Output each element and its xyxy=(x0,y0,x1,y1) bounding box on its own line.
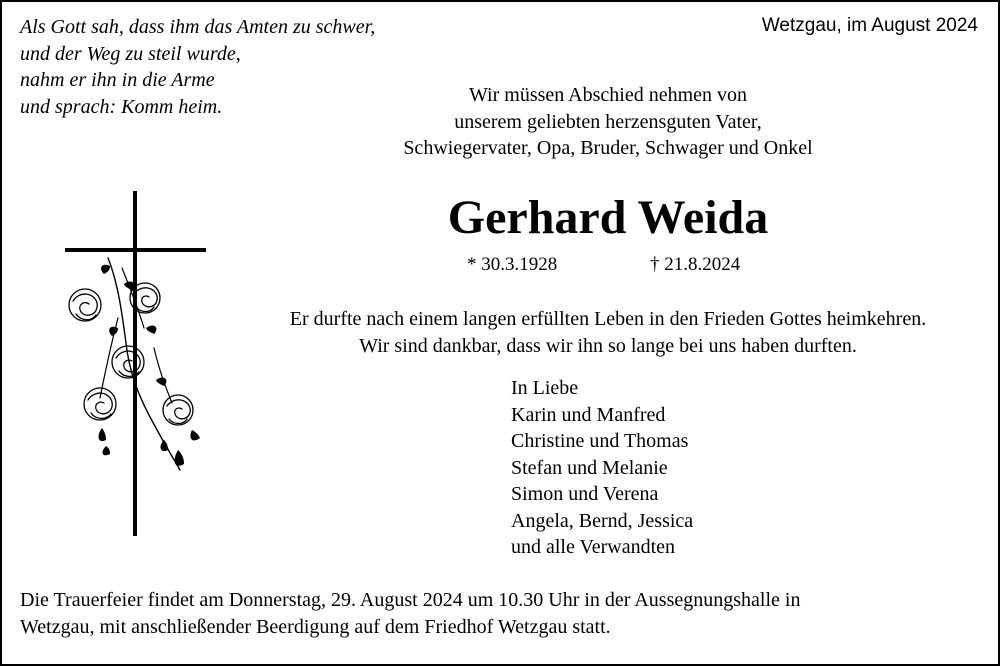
poem-line: Als Gott sah, dass ihm das Amten zu schwer, xyxy=(20,16,376,38)
funeral-line: Die Trauerfeier findet am Donnerstag, 29. August 2024 um 10.30 Uhr in der Aussegnungshalle in xyxy=(20,589,801,611)
message-text xyxy=(208,306,1000,360)
message-line: Er durfte nach einem langen erfüllten Leben in den Frieden Gottes heimkehren. xyxy=(289,308,927,330)
deceased-name: Gerhard Weida xyxy=(447,191,769,244)
family-line: Christine und Thomas xyxy=(511,430,689,452)
family-line: Simon und Verena xyxy=(511,483,659,505)
place-date: Wetzgau, im August 2024 xyxy=(761,15,978,36)
message-line: Wir sind dankbar, dass wir ihn so lange bei uns haben durften. xyxy=(359,335,857,357)
family-signature xyxy=(511,375,693,561)
family-line: und alle Verwandten xyxy=(511,536,676,558)
death-date: † 21.8.2024 xyxy=(650,254,741,275)
family-line: In Liebe xyxy=(511,377,579,399)
family-line: Stefan und Melanie xyxy=(511,456,668,479)
family-line: Angela, Bernd, Jessica xyxy=(511,509,694,532)
funeral-info xyxy=(20,587,800,640)
poem-line: und der Weg zu steil wurde, xyxy=(20,42,241,65)
intro-line: Schwiegervater, Opa, Bruder, Schwager und Onkel xyxy=(403,137,813,159)
birth-date: * 30.3.1928 xyxy=(467,254,558,275)
intro-line: Wir müssen Abschied nehmen von xyxy=(468,84,748,106)
family-line: Karin und Manfred xyxy=(511,403,666,426)
intro-text xyxy=(308,82,908,162)
poem-line: und sprach: Komm heim. xyxy=(20,95,223,118)
funeral-line: Wetzgau, mit anschließender Beerdigung auf dem Friedhof Wetzgau statt. xyxy=(20,615,611,638)
cross-with-roses-icon xyxy=(60,188,210,538)
intro-line: unserem geliebten herzensguten Vater, xyxy=(454,110,762,133)
poem-line: nahm er ihn in die Arme xyxy=(20,69,215,91)
